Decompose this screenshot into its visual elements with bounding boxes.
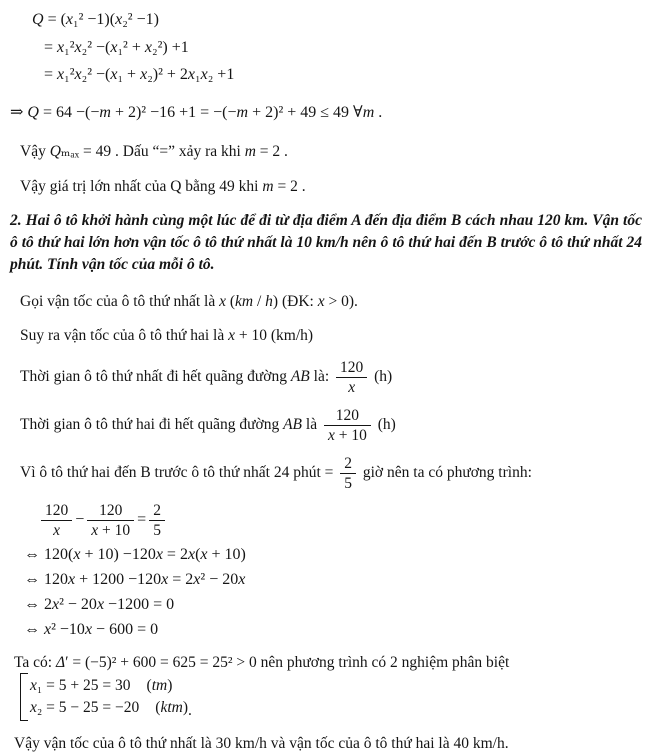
equation-step-2: ⇔ 120x + 1200 −120x = 2x² − 20x bbox=[24, 571, 246, 588]
fraction-120-over-x: $\frac{120}{x}$ bbox=[336, 358, 367, 397]
ab-segment-2: AB bbox=[283, 416, 303, 434]
x-plus-10: x + 10 bbox=[228, 327, 268, 344]
equation-q-expanded-2: = x₁²x₂² −(x₁ + x₂)² + 2x₁x₂ +1 bbox=[44, 66, 235, 83]
equation-q-bound: ⇒ Q = 64 −(−m + 2)² −16 +1 = −(−m + 2)² + 49 ≤ 49 ∀m . bbox=[10, 104, 383, 121]
system-period: . bbox=[188, 702, 192, 719]
ta-co-label: Ta có: bbox=[14, 654, 56, 671]
x2-note: (ktm) bbox=[155, 699, 188, 716]
solution-x1-row: x₁ = 5 + 25 = 30 (tm) bbox=[30, 677, 173, 694]
condition-label: (ĐK: bbox=[278, 293, 318, 310]
equation-q-expanded-1: = x₁²x₂² −(x₁² + x₂²) +1 bbox=[44, 39, 189, 56]
reason-line bbox=[20, 454, 642, 493]
solution-x2-row: x₂ = 5 − 25 = −20 (ktm) bbox=[30, 699, 188, 716]
time-second-mid: là bbox=[302, 416, 321, 434]
x-kmh: x (km / h) bbox=[219, 293, 279, 310]
main-equation-line bbox=[38, 501, 642, 540]
equation-step-3: ⇔ 2x² − 20x −1200 = 0 bbox=[24, 596, 175, 613]
time-second-text: Thời gian ô tô thứ hai đi hết quãng đường bbox=[20, 416, 284, 434]
fraction-b: $\frac{120}{x + 10}$ bbox=[87, 501, 134, 540]
reason-end: giờ nên ta có phương trình: bbox=[359, 464, 532, 482]
fraction-120-over-x-plus-10: $\frac{120}{x + 10}$ bbox=[324, 406, 371, 445]
ab-segment: AB bbox=[290, 368, 310, 386]
time-first-unit: (h) bbox=[370, 368, 393, 386]
time-first-car-line bbox=[20, 358, 642, 397]
second-car-unit: (km/h) bbox=[267, 327, 314, 344]
assumption-end: ). bbox=[348, 293, 358, 310]
conclusion-max-end: . bbox=[297, 178, 306, 195]
x-positive: x > 0 bbox=[317, 293, 349, 310]
assumption-line bbox=[20, 291, 642, 312]
second-car-text: Suy ra vận tốc của ô tô thứ hai là bbox=[20, 327, 229, 344]
conclusion-qmax-text: Vậy bbox=[20, 143, 50, 160]
fraction-2-over-5: $\frac{2}{5}$ bbox=[340, 454, 356, 493]
x1-note: (tm) bbox=[146, 677, 173, 694]
equation-step-1: ⇔ 120(x + 10) −120x = 2x(x + 10) bbox=[24, 546, 246, 563]
time-first-text: Thời gian ô tô thứ nhất đi hết quãng đường bbox=[20, 368, 291, 386]
final-answer: Vậy vận tốc của ô tô thứ nhất là 30 km/h và vận tốc của ô tô thứ hai là 40 km/h. bbox=[14, 735, 509, 752]
conclusion-qmax-mid: . Dấu “=” xảy ra khi bbox=[111, 143, 245, 160]
problem-2-statement: 2. Hai ô tô khởi hành cùng một lúc để đi từ địa điểm A đến địa điểm B cách nhau 120 km. Vận tốc ô tô thứ hai lớn hơn vận tốc ô tô thứ nhất là 10 km/h nên ô tô thứ hai đến B trước ô tô thứ nhất 24 phút. Tính vận tốc của mỗi ô tô. bbox=[10, 212, 642, 273]
discriminant-text: nên phương trình có 2 nghiệm phân biệt bbox=[256, 654, 510, 671]
discriminant-line bbox=[14, 652, 642, 721]
second-car-speed-line bbox=[20, 325, 642, 346]
conclusion-max-value bbox=[20, 176, 642, 197]
solution-system-bracket bbox=[20, 673, 188, 721]
qmax-value: Qₘₐₓ = 49 bbox=[49, 143, 112, 160]
fraction-c: $\frac{2}{5}$ bbox=[149, 501, 165, 540]
time-second-unit: (h) bbox=[373, 416, 396, 434]
minus-operator: − bbox=[75, 511, 85, 529]
m-equals-2: m = 2 bbox=[244, 143, 281, 160]
discriminant-math: Δ′ = (−5)² + 600 = 625 = 25² > 0 bbox=[55, 654, 257, 671]
time-first-mid: là: bbox=[309, 368, 334, 386]
equation-step-4: ⇔ x² −10x − 600 = 0 bbox=[24, 621, 159, 638]
time-second-car-line bbox=[20, 406, 642, 445]
m-equals-2b: m = 2 bbox=[262, 178, 298, 195]
conclusion-qmax bbox=[20, 141, 642, 162]
reason-text: Vì ô tô thứ hai đến B trước ô tô thứ nhất 24 phút = bbox=[20, 464, 338, 482]
equation-q-factored: Q = (x₁² −1)(x₂² −1) bbox=[32, 11, 159, 28]
conclusion-max-text: Vậy giá trị lớn nhất của Q bằng 49 khi bbox=[20, 178, 263, 195]
fraction-a: $\frac{120}{x}$ bbox=[41, 501, 72, 540]
assumption-text: Gọi vận tốc của ô tô thứ nhất là bbox=[20, 293, 220, 310]
equals-operator: = bbox=[137, 511, 147, 529]
conclusion-qmax-end: . bbox=[280, 143, 288, 160]
